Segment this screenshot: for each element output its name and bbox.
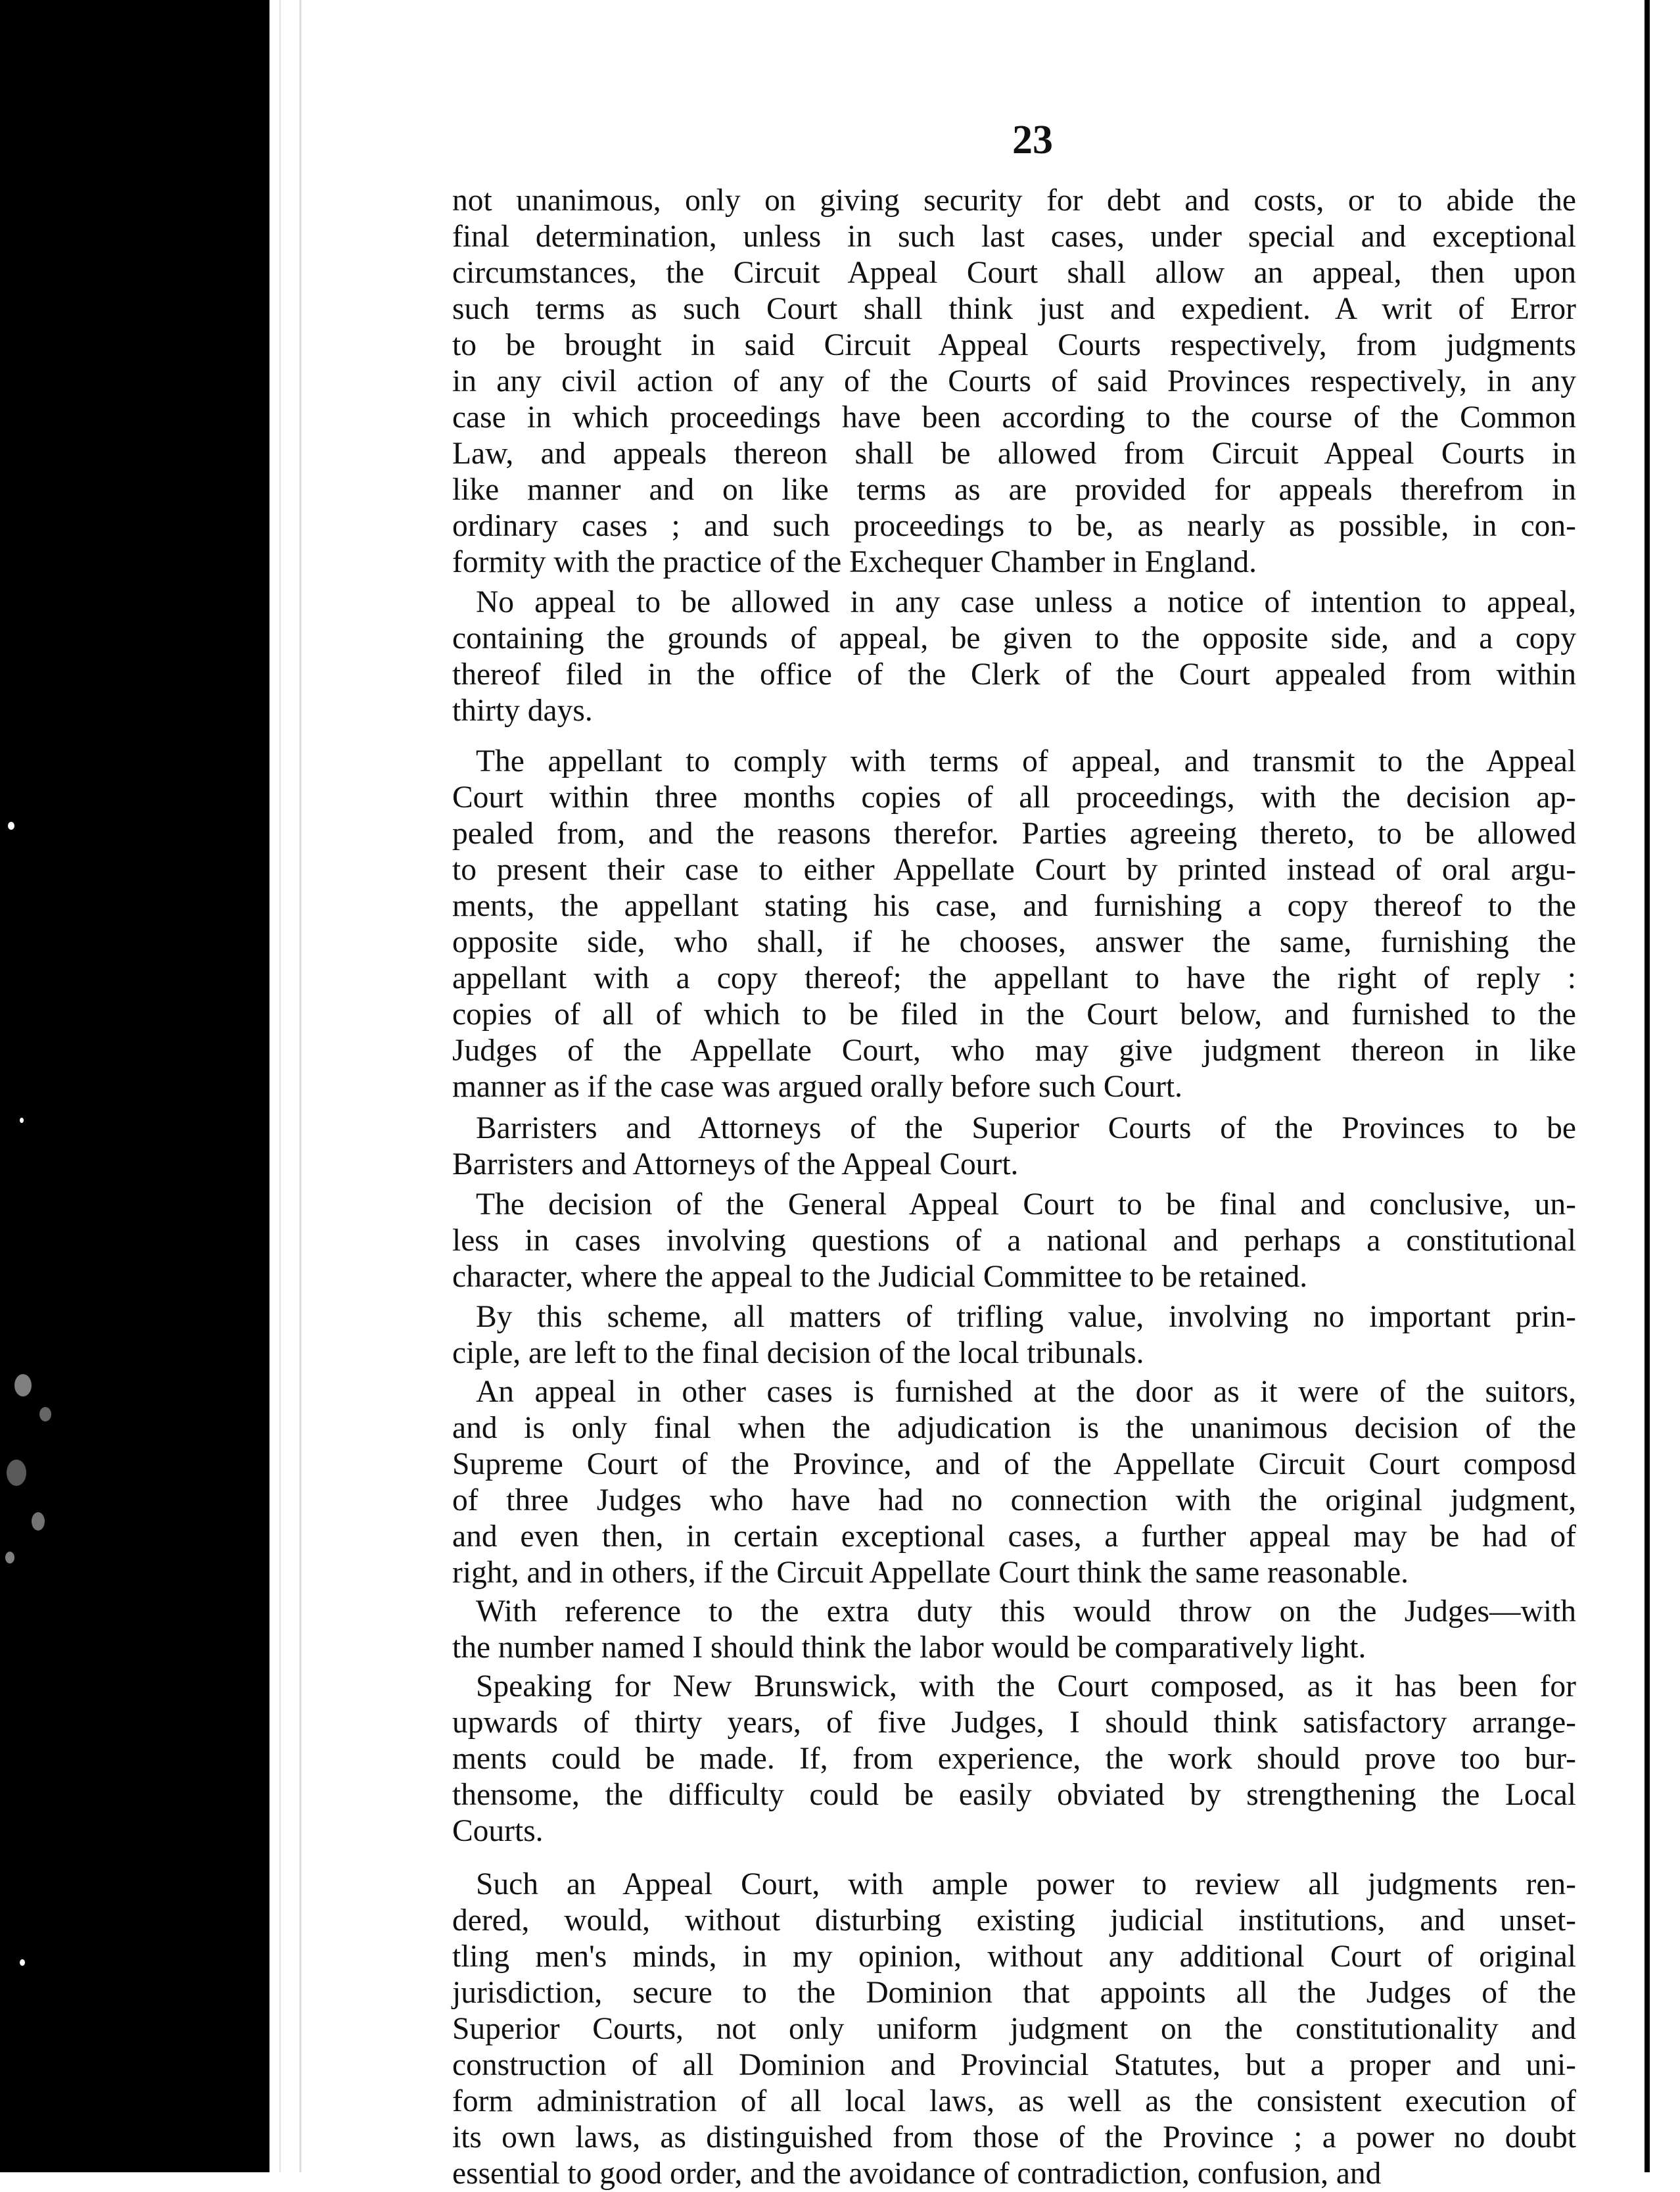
- text-line: containing the grounds of appeal, be given to the opposite side, and a copy: [452, 621, 1576, 655]
- text-line: in any civil action of any of the Courts of said Provinces respectively, in any: [452, 364, 1576, 398]
- right-page-edge: [1650, 0, 1680, 2172]
- text-line: The decision of the General Appeal Court to be final and conclusive, un-: [476, 1187, 1576, 1222]
- text-line: tling men's minds, in my opinion, without any additional Court of original: [452, 1940, 1576, 1974]
- text-line: Speaking for New Brunswick, with the Court composed, as it has been for: [476, 1669, 1576, 1704]
- text-line: Supreme Court of the Province, and of the Appellate Circuit Court composd: [452, 1447, 1576, 1481]
- binding-shadow: [0, 0, 269, 2172]
- text-line: essential to good order, and the avoidance of contradiction, confusion, and: [452, 2156, 1382, 2191]
- text-line: and even then, in certain exceptional cases, a further appeal may be had of: [452, 1519, 1576, 1554]
- text-line: Courts.: [452, 1814, 544, 1848]
- text-line: dered, would, without disturbing existing judicial institutions, and unset-: [452, 1903, 1576, 1938]
- text-line: to present their case to either Appellate Court by printed instead of oral argu-: [452, 853, 1576, 887]
- text-line: Law, and appeals thereon shall be allowed from Circuit Appeal Courts in: [452, 437, 1576, 471]
- body-text: [452, 183, 1576, 2192]
- text-line: formity with the practice of the Exchequer Chamber in England.: [452, 545, 1257, 579]
- text-line: case in which proceedings have been according to the course of the Common: [452, 400, 1576, 435]
- text-line: to be brought in said Circuit Appeal Courts respectively, from judgments: [452, 328, 1576, 362]
- paragraph-p3: [452, 744, 1576, 1105]
- text-line: Judges of the Appellate Court, who may give judgment thereon in like: [452, 1034, 1576, 1068]
- text-line: jurisdiction, secure to the Dominion that appoints all the Judges of the: [452, 1976, 1576, 2010]
- text-line: thereof filed in the office of the Clerk of the Court appealed from within: [452, 657, 1576, 692]
- text-line: final determination, unless in such last cases, under special and exceptional: [452, 220, 1576, 254]
- paragraph-p5: [452, 1187, 1576, 1295]
- paragraph-p10: [452, 1867, 1576, 2192]
- paragraph-p8: [452, 1594, 1576, 1666]
- paragraph-p2: [452, 584, 1576, 729]
- text-line: thensome, the difficulty could be easily obviated by strengthening the Local: [452, 1778, 1576, 1812]
- text-line: ments could be made. If, from experience, the work should prove too bur-: [452, 1742, 1576, 1776]
- text-line: By this scheme, all matters of trifling value, involving no important prin-: [476, 1300, 1576, 1334]
- text-line: An appeal in other cases is furnished at the door as it were of the suitors,: [476, 1375, 1576, 1409]
- text-line: Barristers and Attorneys of the Superior Courts of the Provinces to be: [476, 1111, 1576, 1145]
- text-line: circumstances, the Circuit Appeal Court shall allow an appeal, then upon: [452, 256, 1576, 290]
- text-line: The appellant to comply with terms of appeal, and transmit to the Appeal: [476, 744, 1576, 778]
- text-line: less in cases involving questions of a national and perhaps a constitutional: [452, 1224, 1576, 1258]
- paragraph-p9: [452, 1669, 1576, 1849]
- text-line: such terms as such Court shall think just and expedient. A writ of Error: [452, 292, 1576, 326]
- paragraph-p4: [452, 1110, 1576, 1183]
- text-line: Court within three months copies of all proceedings, with the decision ap-: [452, 780, 1576, 815]
- paragraph-p6: [452, 1299, 1576, 1371]
- paragraph-p1: [452, 183, 1576, 581]
- text-line: No appeal to be allowed in any case unless a notice of intention to appeal,: [476, 585, 1576, 619]
- page-number: 23: [1012, 118, 1053, 162]
- text-line: ordinary cases ; and such proceedings to be, as nearly as possible, in con-: [452, 509, 1576, 543]
- text-line: and is only final when the adjudication is the unanimous decision of the: [452, 1411, 1576, 1445]
- text-line: form administration of all local laws, as well as the consistent execution of: [452, 2084, 1576, 2118]
- text-line: appellant with a copy thereof; the appellant to have the right of reply :: [452, 961, 1576, 995]
- text-line: copies of all of which to be filed in the Court below, and furnished to the: [452, 997, 1576, 1032]
- text-line: character, where the appeal to the Judicial Committee to be retained.: [452, 1260, 1308, 1294]
- text-line: manner as if the case was argued orally before such Court.: [452, 1070, 1183, 1104]
- binding-gutter: [269, 0, 319, 2172]
- text-line: Superior Courts, not only uniform judgment on the constitutionality and: [452, 2012, 1576, 2046]
- paragraph-p7: [452, 1374, 1576, 1591]
- text-line: With reference to the extra duty this would throw on the Judges—with: [476, 1594, 1576, 1629]
- text-line: Such an Appeal Court, with ample power to review all judgments ren-: [476, 1867, 1576, 1901]
- text-line: ciple, are left to the final decision of the local tribunals.: [452, 1336, 1144, 1370]
- text-line: upwards of thirty years, of five Judges, I should think satisfactory arrange-: [452, 1705, 1576, 1740]
- text-line: not unanimous, only on giving security for debt and costs, or to abide the: [452, 183, 1576, 218]
- text-line: thirty days.: [452, 694, 593, 728]
- text-line: pealed from, and the reasons therefor. Parties agreeing thereto, to be allowed: [452, 817, 1576, 851]
- text-line: opposite side, who shall, if he chooses, answer the same, furnishing the: [452, 925, 1576, 959]
- text-line: Barristers and Attorneys of the Appeal Court.: [452, 1147, 1019, 1181]
- text-line: its own laws, as distinguished from those of the Province ; a power no doubt: [452, 2120, 1576, 2155]
- text-line: construction of all Dominion and Provincial Statutes, but a proper and uni-: [452, 2048, 1576, 2082]
- text-line: right, and in others, if the Circuit Appellate Court think the same reasonable.: [452, 1556, 1409, 1590]
- text-line: of three Judges who have had no connection with the original judgment,: [452, 1483, 1576, 1517]
- text-line: like manner and on like terms as are provided for appeals therefrom in: [452, 473, 1576, 507]
- text-line: the number named I should think the labor would be comparatively light.: [452, 1631, 1366, 1665]
- text-line: ments, the appellant stating his case, and furnishing a copy thereof to the: [452, 889, 1576, 923]
